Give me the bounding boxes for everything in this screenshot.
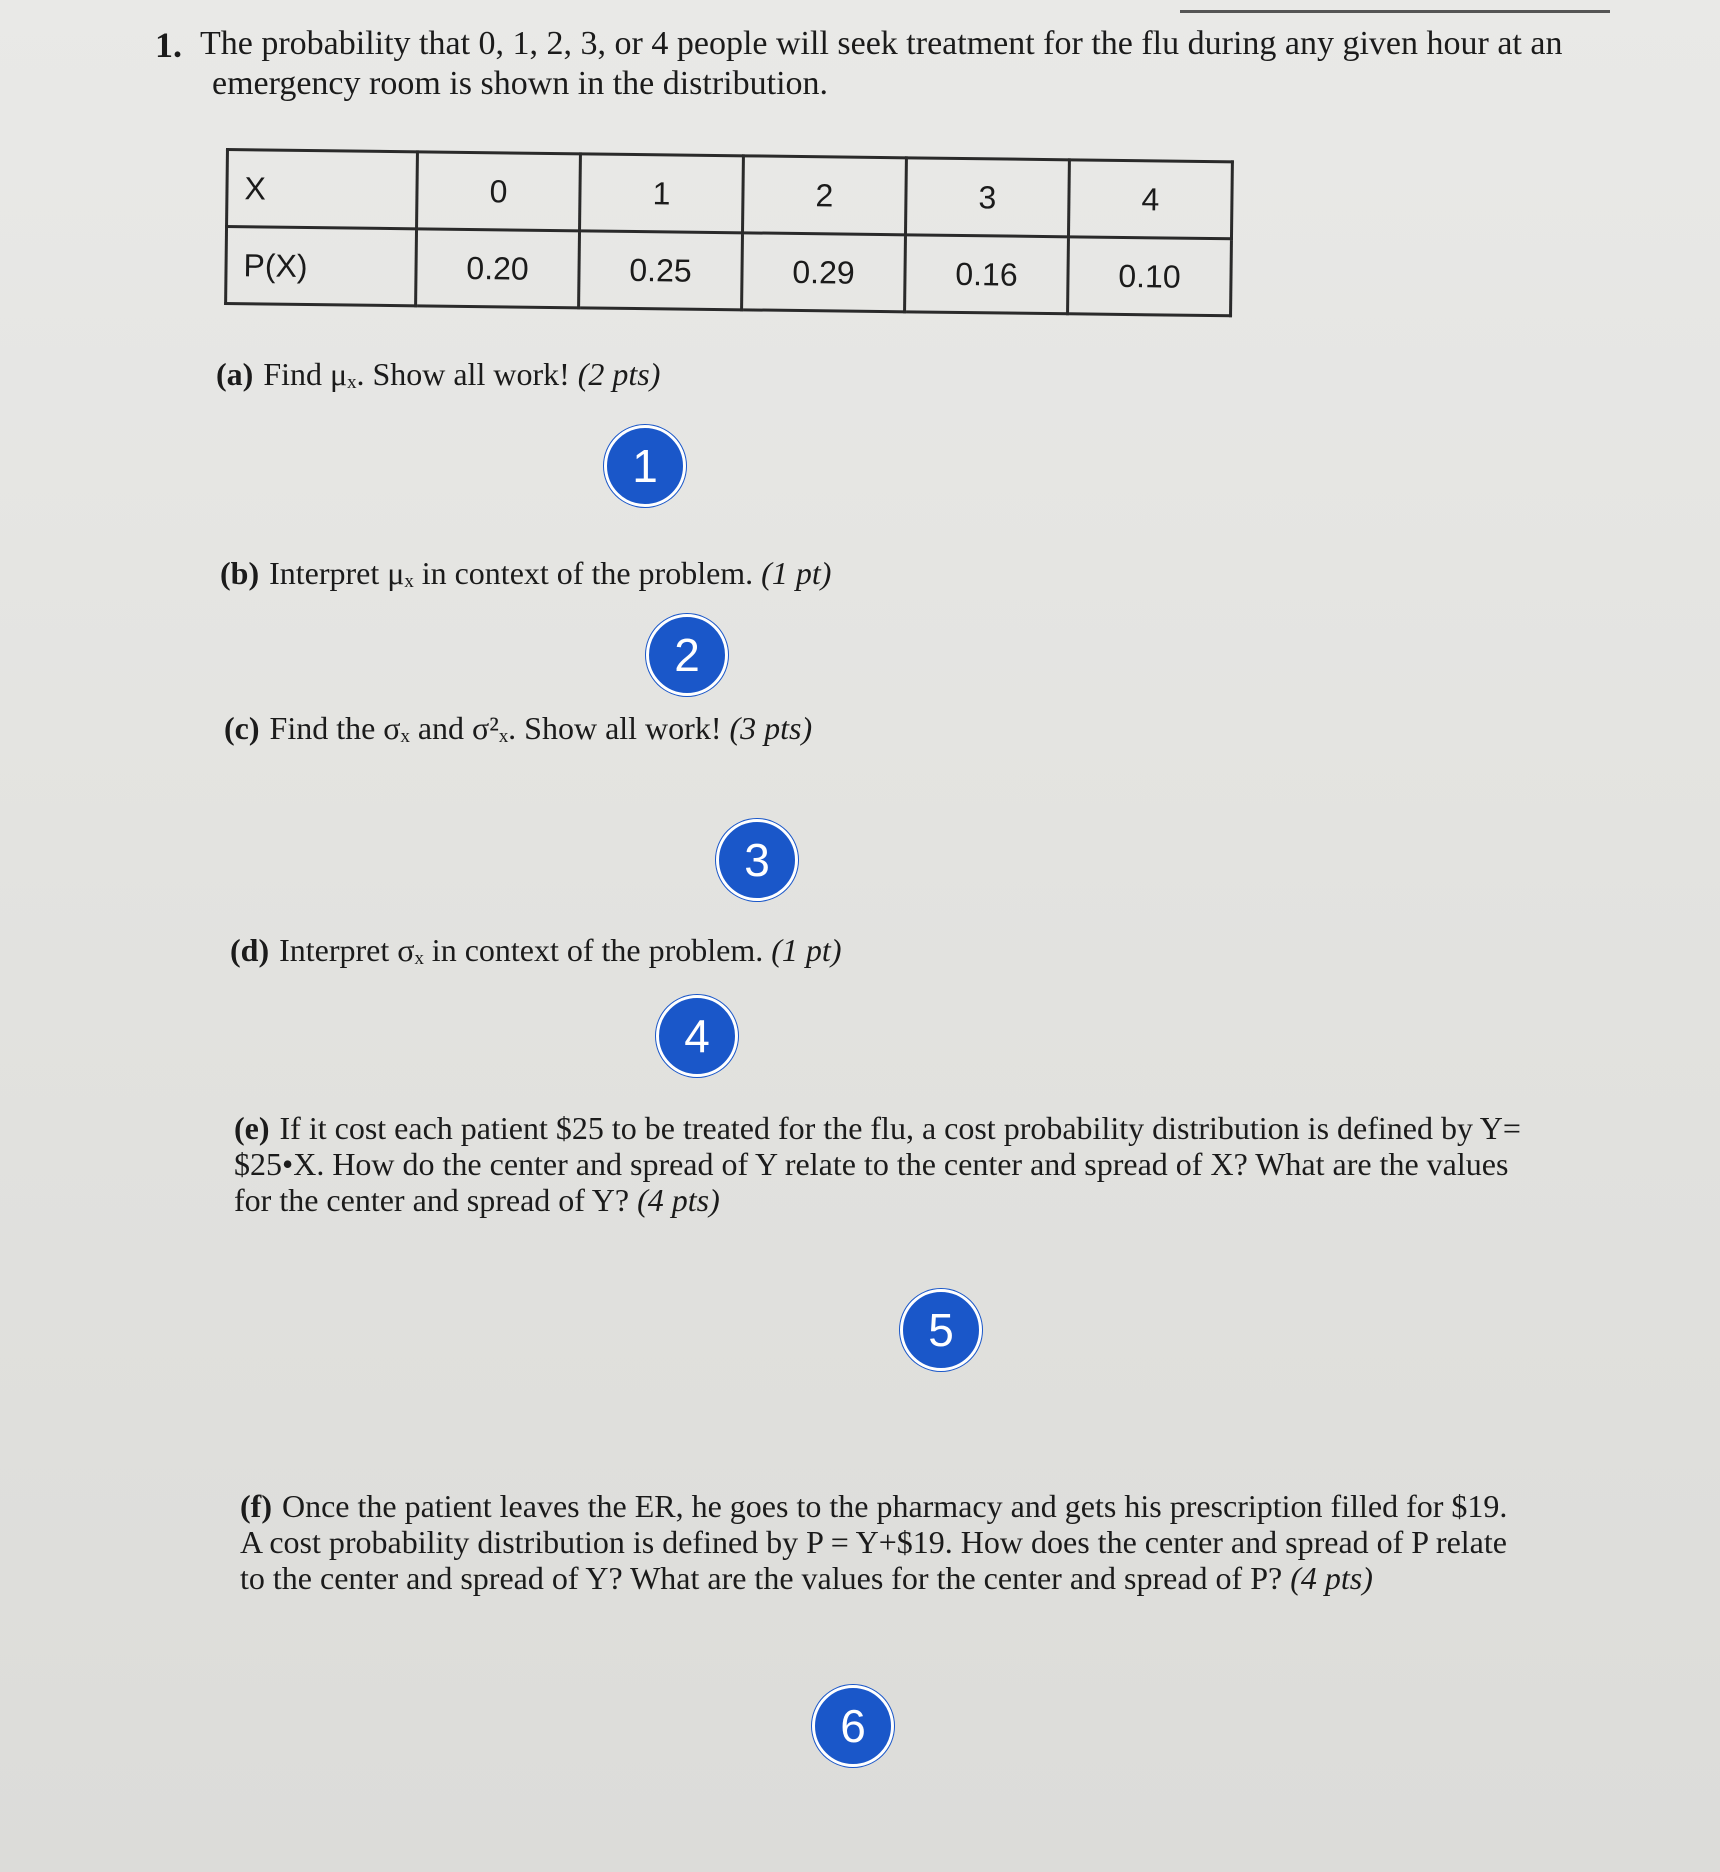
- question-number: 1.: [155, 25, 182, 65]
- table-cell-px: 0.20: [416, 229, 580, 308]
- table-cell-px: 0.16: [905, 235, 1069, 314]
- part-e-line2: $25•X. How do the center and spread of Y relate to the center and spread of X? What are the values: [234, 1146, 1509, 1182]
- part-a: [216, 356, 660, 392]
- table-row-x: [227, 150, 1233, 239]
- table-cell-x: 0: [417, 152, 581, 231]
- part-e-label: (e): [234, 1110, 270, 1146]
- part-e-line1: If it cost each patient $25 to be treated for the flu, a cost probability distribution is defined by Y=: [279, 1110, 1521, 1146]
- table-cell-px: 0.10: [1068, 237, 1232, 316]
- question-stem: [200, 24, 1580, 104]
- part-b: [220, 555, 831, 591]
- answer-badge-6: 6: [812, 1685, 894, 1767]
- answer-badge-3: 3: [716, 819, 798, 901]
- part-f: [240, 1488, 1540, 1596]
- part-d: [230, 932, 841, 968]
- part-b-points: (1 pt): [761, 555, 832, 591]
- part-d-text: Interpret σₓ in context of the problem.: [279, 932, 764, 968]
- part-a-points: (2 pts): [577, 356, 661, 392]
- table-cell-px: 0.29: [742, 233, 906, 312]
- answer-badge-4: 4: [656, 995, 738, 1077]
- part-e: [234, 1110, 1534, 1218]
- part-c-points: (3 pts): [729, 710, 813, 746]
- answer-badge-2: 2: [646, 614, 728, 696]
- probability-distribution-table: [224, 148, 1234, 317]
- part-f-line3: to the center and spread of Y? What are the values for the center and spread of P?: [240, 1560, 1283, 1596]
- part-e-points: (4 pts): [637, 1182, 720, 1218]
- table-header-x: X: [227, 150, 418, 229]
- table-cell-x: 4: [1068, 160, 1232, 239]
- part-a-label: (a): [216, 356, 254, 392]
- part-a-text: Find μₓ. Show all work!: [263, 356, 570, 392]
- answer-badge-1: 1: [604, 425, 686, 507]
- part-f-label: (f): [240, 1488, 272, 1524]
- part-c-label: (c): [224, 710, 260, 746]
- question-stem-line2: emergency room is shown in the distribution.: [212, 65, 829, 102]
- question-stem-line1: The probability that 0, 1, 2, 3, or 4 people will seek treatment for the flu during any given hour at an: [200, 25, 1563, 62]
- part-f-line1: Once the patient leaves the ER, he goes to the pharmacy and gets his prescription filled for $19.: [281, 1488, 1508, 1524]
- answer-badge-5: 5: [900, 1289, 982, 1371]
- table-cell-x: 1: [580, 154, 744, 233]
- top-rule: [1180, 10, 1610, 13]
- part-b-label: (b): [220, 555, 260, 591]
- table-header-px: P(X): [226, 227, 417, 306]
- part-c-text: Find the σₓ and σ²ₓ. Show all work!: [269, 710, 722, 746]
- part-d-points: (1 pt): [771, 932, 842, 968]
- part-e-line3: for the center and spread of Y?: [234, 1182, 630, 1218]
- part-b-text: Interpret μₓ in context of the problem.: [269, 555, 754, 591]
- part-f-points: (4 pts): [1290, 1560, 1373, 1596]
- table-cell-px: 0.25: [579, 231, 743, 310]
- table-cell-x: 3: [905, 158, 1069, 237]
- part-f-line2: A cost probability distribution is defined by P = Y+$19. How does the center and spread of P relate: [240, 1524, 1507, 1560]
- table-cell-x: 2: [743, 156, 907, 235]
- part-c: [224, 710, 812, 746]
- part-d-label: (d): [230, 932, 270, 968]
- table-row-px: [226, 227, 1232, 316]
